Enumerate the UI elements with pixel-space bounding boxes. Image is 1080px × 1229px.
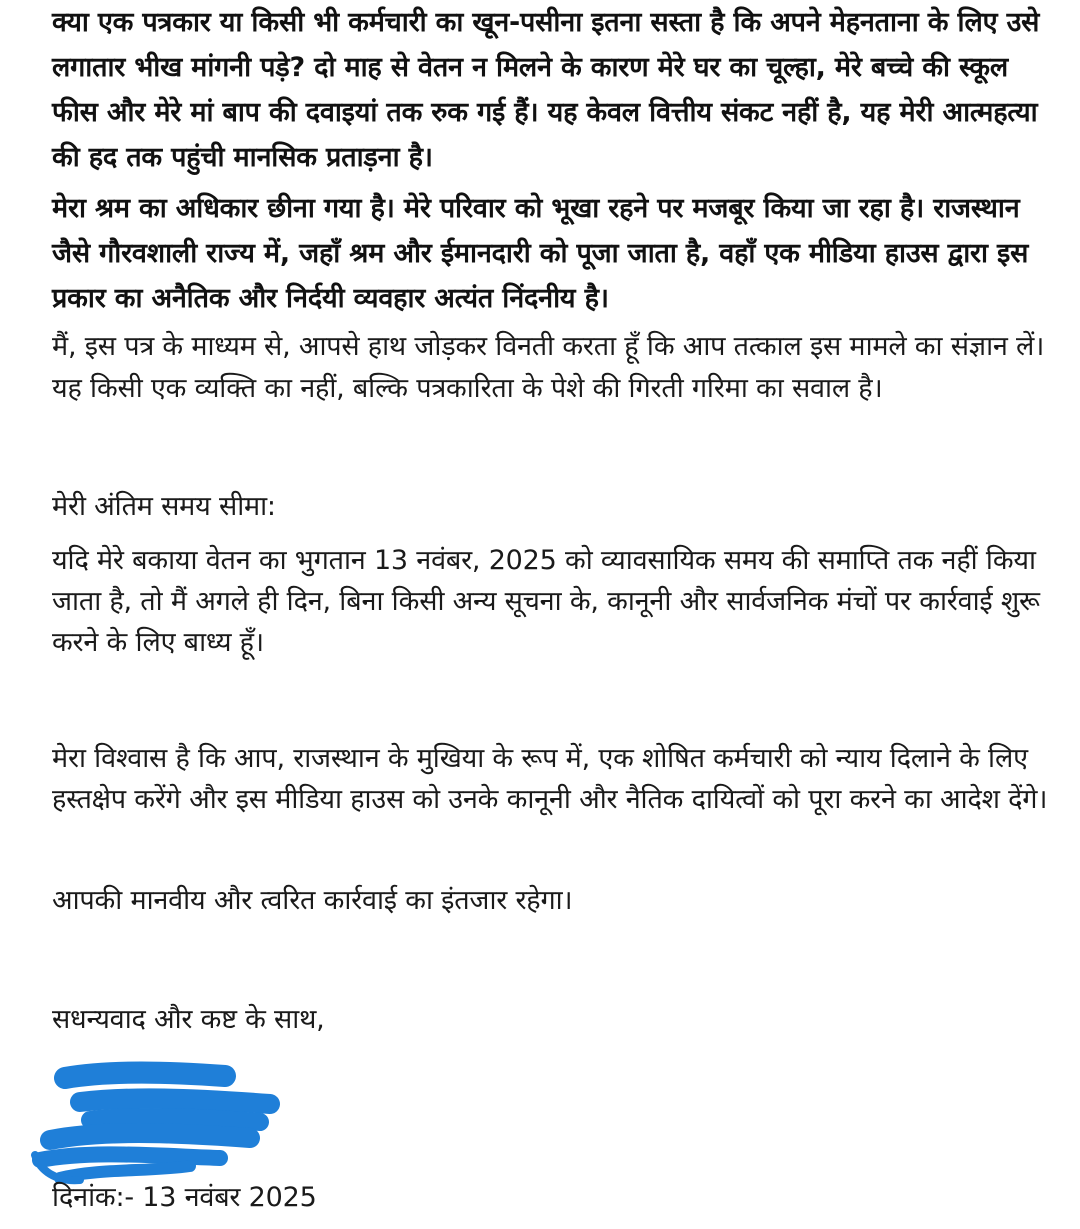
date-line: दिनांक:- 13 नवंबर 2025	[52, 1182, 317, 1213]
paragraph-awaiting-action: आपकी मानवीय और त्वरित कार्रवाई का इंतजार रहेगा।	[52, 885, 573, 916]
closing-salutation: सधन्यवाद और कष्ट के साथ,	[52, 1004, 325, 1035]
paragraph-request-cognizance: मैं, इस पत्र के माध्यम से, आपसे हाथ जोड़कर विनती करता हूँ कि आप तत्काल इस मामले का संज्ञान लें। यह किसी एक व्यक्ति का नहीं, बल्कि पत्रकारिता के पेशे की गिरती गरिमा का सवाल है।	[52, 331, 1045, 404]
deadline-heading: मेरी अंतिम समय सीमा:	[52, 491, 276, 522]
signature-redaction-scribble	[20, 1060, 300, 1190]
paragraph-labor-rights: मेरा श्रम का अधिकार छीना गया है। मेरे परिवार को भूखा रहने पर मजबूर किया जा रहा है। राजस्थान जैसे गौरवशाली राज्य में, जहाँ श्रम और ईमानदारी को पूजा जाता है, वहाँ एक मीडिया हाउस द्वारा इस प्रकार का अनैतिक और निर्दयी व्यवहार अत्यंत निंदनीय है।	[52, 193, 1029, 314]
paragraph-deadline: यदि मेरे बकाया वेतन का भुगतान 13 नवंबर, 2025 को व्यावसायिक समय की समाप्ति तक नहीं किया जाता है, तो मैं अगले ही दिन, बिना किसी अन्य सूचना के, कानूनी और सार्वजनिक मंचों पर कार्रवाई शुरू करने के लिए बाध्य हूँ।	[52, 545, 1040, 658]
paragraph-trust: मेरा विश्वास है कि आप, राजस्थान के मुखिया के रूप में, एक शोषित कर्मचारी को न्याय दिलाने के लिए हस्तक्षेप करेंगे और इस मीडिया हाउस को उनके कानूनी और नैतिक दायित्वों को पूरा करने का आदेश देंगे।	[52, 743, 1048, 815]
paragraph-salary-plea: क्या एक पत्रकार या किसी भी कर्मचारी का खून-पसीना इतना सस्ता है कि अपने मेहनताना के लिए उसे लगातार भीख मांगनी पड़े? दो माह से वेतन न मिलने के कारण मेरे घर का चूल्हा, मेरे बच्चे की स्कूल फीस और मेरे मां बाप की दवाइयां तक रुक गई हैं। यह केवल वित्तीय संकट नहीं है, यह मेरी आत्महत्या की हद तक पहुंची मानसिक प्रताड़ना है।	[52, 7, 1040, 173]
